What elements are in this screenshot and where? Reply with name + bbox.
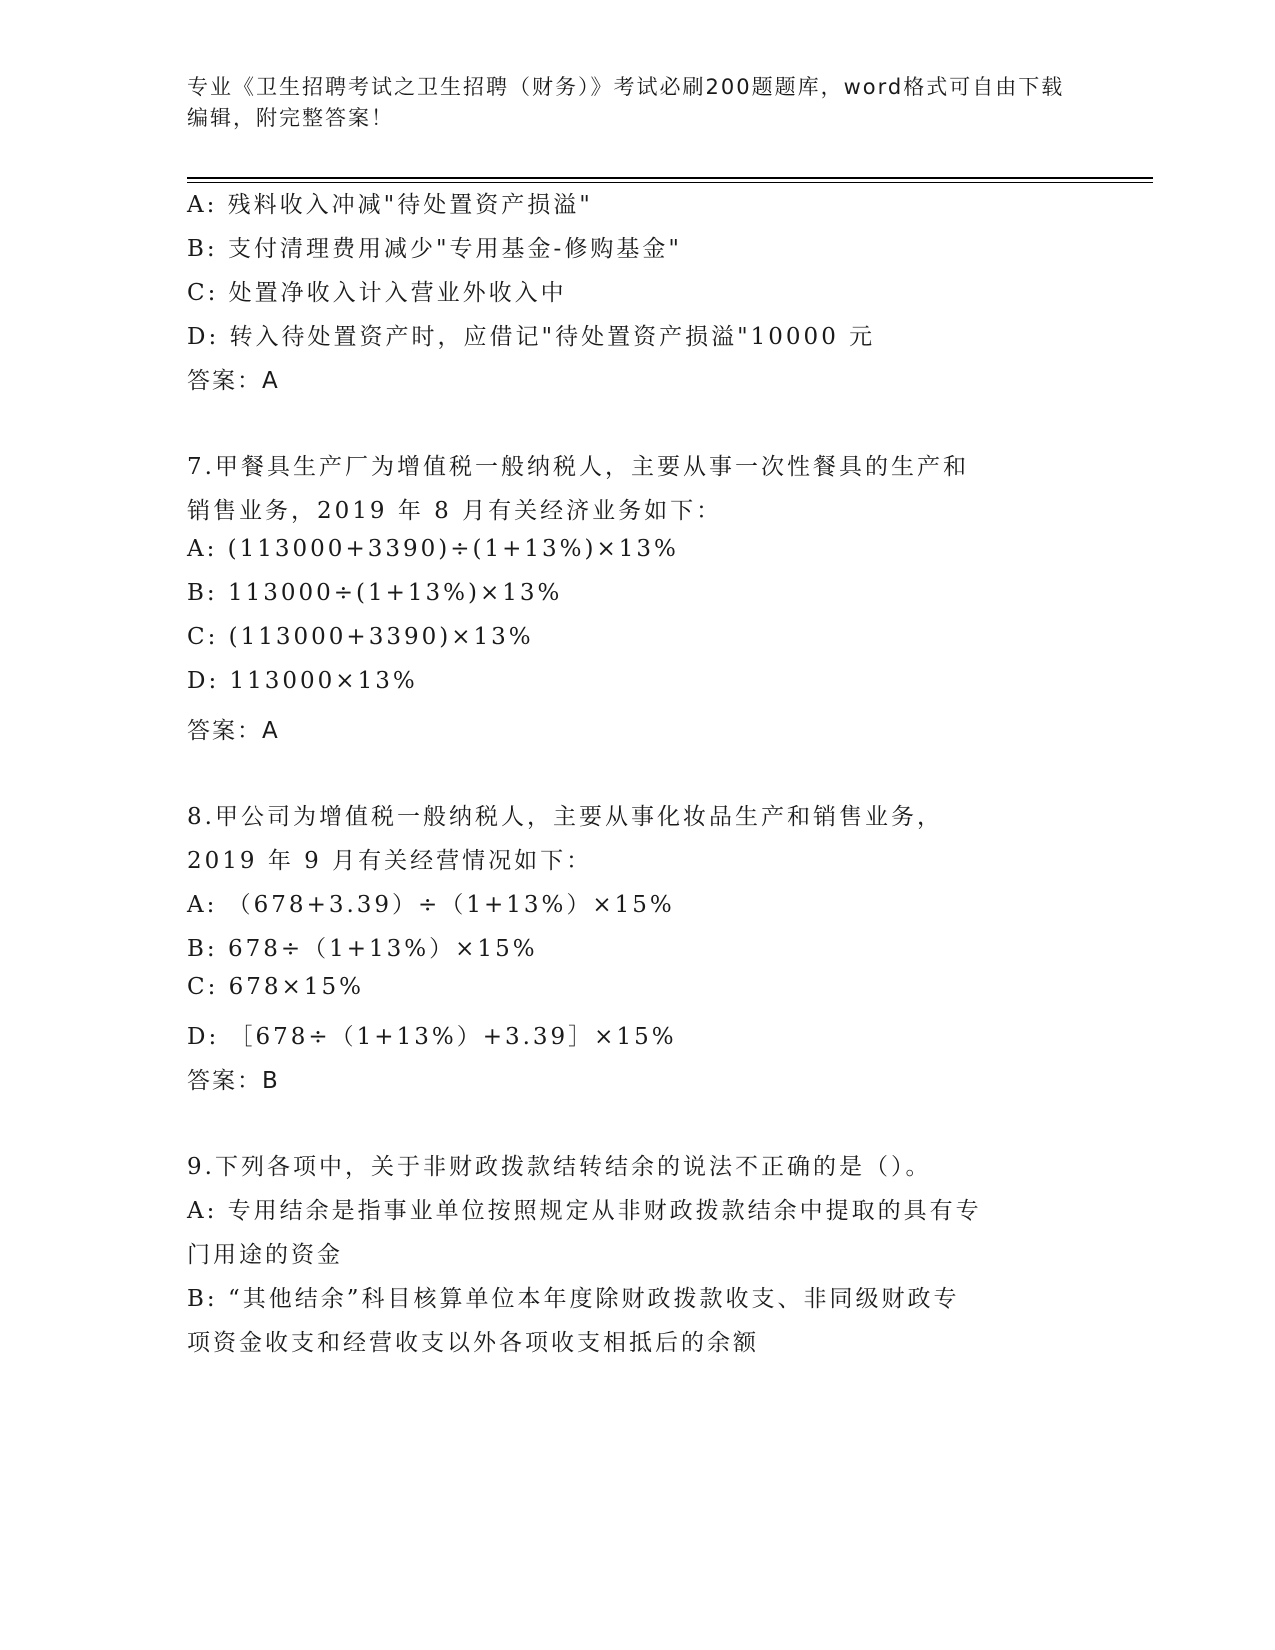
header-divider-thin xyxy=(187,182,1153,183)
q9-option-b-line1: B: “其他结余”科目核算单位本年度除财政拨款收支、非同级财政专 xyxy=(187,1286,960,1312)
q8-option-b: B: 678÷（1+13%）×15% xyxy=(187,936,538,962)
q8-stem-line2: 2019 年 9 月有关经营情况如下： xyxy=(187,848,593,874)
q8-option-a: A: （678+3.39）÷（1+13%）×15% xyxy=(187,892,675,918)
q7-option-a: A: (113000+3390)÷(1+13%)×13% xyxy=(187,536,679,562)
q8-option-c: C: 678×15% xyxy=(187,974,364,1000)
document-header-title: 专业《卫生招聘考试之卫生招聘（财务）》考试必刷200题题库，word格式可自由下载编辑，附完整答案！ xyxy=(187,75,1065,130)
header-divider-thick xyxy=(187,177,1153,179)
q9-option-b-line2: 项资金收支和经营收支以外各项收支相抵后的余额 xyxy=(187,1330,759,1356)
q8-option-d: D: ［678÷（1+13%）+3.39］×15% xyxy=(187,1024,677,1050)
q7-stem-line1: 7.甲餐具生产厂为增值税一般纳税人，主要从事一次性餐具的生产和 xyxy=(187,454,969,480)
q7-option-d: D: 113000×13% xyxy=(187,668,418,694)
q6-option-d: D: 转入待处置资产时，应借记"待处置资产损溢"10000 元 xyxy=(187,324,876,350)
q9-stem: 9.下列各项中，关于非财政拨款结转结余的说法不正确的是（）。 xyxy=(187,1154,932,1180)
q6-option-b: B: 支付清理费用减少"专用基金-修购基金" xyxy=(187,236,682,262)
q7-option-b: B: 113000÷(1+13%)×13% xyxy=(187,580,563,606)
q7-stem-line2: 销售业务，2019 年 8 月有关经济业务如下： xyxy=(187,498,723,524)
q8-answer: 答案：B xyxy=(187,1068,280,1094)
q9-option-a-line1: A: 专用结余是指事业单位按照规定从非财政拨款结余中提取的具有专 xyxy=(187,1198,982,1224)
q9-option-a-line2: 门用途的资金 xyxy=(187,1242,343,1268)
q7-option-c: C: (113000+3390)×13% xyxy=(187,624,534,650)
q8-stem-line1: 8.甲公司为增值税一般纳税人，主要从事化妆品生产和销售业务， xyxy=(187,804,943,830)
q7-answer: 答案：A xyxy=(187,718,280,744)
q6-option-c: C: 处置净收入计入营业外收入中 xyxy=(187,280,567,306)
q6-answer: 答案：A xyxy=(187,368,280,394)
q6-option-a: A: 残料收入冲减"待处置资产损溢" xyxy=(187,192,593,218)
